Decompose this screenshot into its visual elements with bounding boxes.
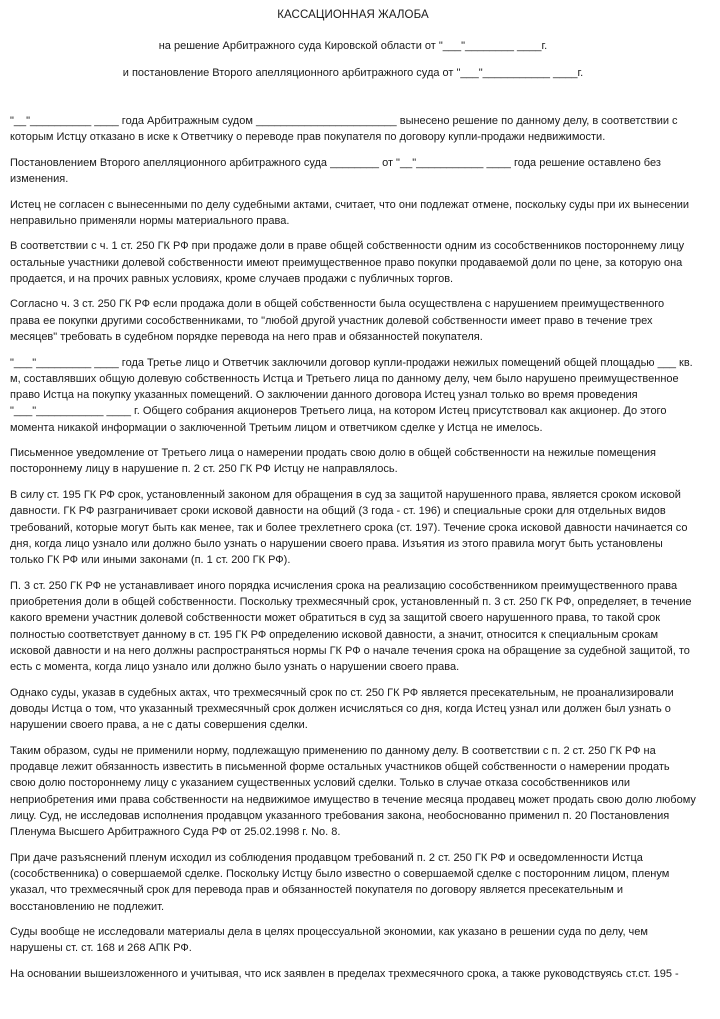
paragraph-limitation-period: В силу ст. 195 ГК РФ срок, установленный законом для обращения в суд за защитой нарушенного права, является сроком исковой давности. ГК РФ разграничивает сроки исковой давности на общий (3 года - ст. 196) и специальные сроки для отдельных видов требований, которые могут быть как менее, так и более трехлетнего срока (ст. 197). Течение срока исковой давности начинается со дня, когда лицо узнало или должно было узнать о нарушении своего права. Изъятия из этого правила могут быть установлены только ГК РФ или иными законами (п. 1 ст. 200 ГК РФ). [10, 488, 688, 567]
document-subtitle-decision: на решение Арбитражного суда Кировской области от "___"________ ____г. [158, 40, 548, 52]
paragraph-decision: "__"__________ ____ года Арбитражным судом _______________________ вынесено решение по данному делу, в соответствии с которым Истцу отказано в иске к Ответчику о переводе прав покупателя по договору купли-продажи недвижимости. [10, 115, 678, 144]
paragraph-article-250-part-3: Согласно ч. 3 ст. 250 ГК РФ если продажа доли в общей собственности была осуществлена с нарушением преимущественного права ее покупки другими сособственниками, то "любой другой участник долевой собственности имеет право в течение трех месяцев" требовать в судебном порядке перевода на него прав и обязанностей покупателя. [10, 298, 665, 344]
paragraph-courts-analysis: Однако суды, указав в судебных актах, что трехмесячный срок по ст. 250 ГК РФ является пресекательным, не проанализировали доводы Истца о том, что указанный трехмесячный срок должен исчисляться со дня, когда Истец узнал или должен был узнать о нарушении своего права, а не с даты совершения сделки. [10, 686, 674, 732]
paragraph-appeal-resolution: Постановлением Второго апелляционного арбитражного суда ________ от "__"___________ ____ года решение оставлено без изменения. [10, 156, 661, 186]
paragraph-special-period: П. 3 ст. 250 ГК РФ не устанавливает иного порядка исчисления срока на реализацию сособственником преимущественного права приобретения доли в общей собственности. Поскольку трехмесячный срок, установленный п. 3 ст. 250 ГК РФ, определяет, в течение какого времени участник долевой собственности может обратиться в суд за защитой своего нарушенного права, то такой срок полностью соответствует данному в ст. 195 ГК РФ определению исковой давности, а значит, относится к специальным срокам исковой давности и на него должны распространяться нормы ГК РФ о начале течения срока на обращение за судебной защитой, то есть с момента, когда лицо узнало или должно было узнать о нарушении своего права. [10, 579, 692, 674]
paragraph-sale-contract: "___"_________ ____ года Третье лицо и Ответчик заключили договор купли-продажи нежилых помещений общей площадью ___ кв. м, составлявших общую долевую собственность Истца и Третьего лица по данному делу, чем было нарушено преимущественное право Истца на покупку указанных помещений. О заключении данного договора Истец узнал только во время проведения "___"___________ ____ г. Общего собрания акционеров Третьего лица, на котором Истец присутствовал как акционер. До этого момента никакой информации о заключенной Третьим лицом и ответчиком сделке у Истца не имелось. [10, 356, 693, 434]
paragraph-article-250-part-1: В соответствии с ч. 1 ст. 250 ГК РФ при продаже доли в праве общей собственности одним из сособственников постороннему лицу остальные участники долевой собственности имеют преимущественное право покупки продаваемой доли по цене, за которую она продается, и на прочих равных условиях, кроме случаев продажи с публичных торгов. [10, 240, 685, 285]
paragraph-plenum-explanation: При даче разъяснений пленум исходил из соблюдения продавцом требований п. 2 ст. 250 ГК РФ и осведомленности Истца (сособственника) о совершаемой сделке. Поскольку Истцу было известно о совершаемой сделке с посторонним лицом, пленум указал, что трехмесячный срок для перевода прав и обязанностей покупателя по договору является пресекательным и восстановлению не подлежит. [10, 851, 670, 913]
document-subtitle-resolution: и постановление Второго апелляционного арбитражного суда от "___"___________ ____г. [122, 67, 584, 79]
paragraph-disagreement: Истец не согласен с вынесенными по делу судебными актами, считает, что они подлежат отмене, поскольку суды при их вынесении неправильно применяли нормы материального права. [10, 198, 690, 227]
document-title: КАССАЦИОННАЯ ЖАЛОБА [277, 9, 429, 21]
paragraph-procedural-violation: Суды вообще не исследовали материалы дела в целях процессуальной экономии, как указано в решении суда по делу, чем нарушены ст. ст. 168 и 268 АПК РФ. [10, 926, 648, 955]
paragraph-norm-not-applied: Таким образом, суды не применили норму, подлежащую применению по данному делу. В соответствии с п. 2 ст. 250 ГК РФ на продавце лежит обязанность известить в письменной форме остальных участников общей собственности о намерении продать свою долю постороннему лицу с указанием существенных условий сделки. Только в случае отказа сособственников или неприобретения ими права собственности на недвижимое имущество в течение месяца продавец может продать свою долю любому лицу. Суд, не исследовав исполнения продавцом указанного требования закона, необоснованно применил п. 20 Постановления Пленума Высшего Арбитражного Суда РФ от 25.02.1998 г. No. 8. [10, 744, 696, 839]
paragraph-notification: Письменное уведомление от Третьего лица о намерении продать свою долю в общей собственности на нежилые помещения постороннему лицу в нарушение п. 2 ст. 250 ГК РФ Истцу не направлялось. [10, 447, 656, 476]
paragraph-conclusion: На основании вышеизложенного и учитывая, что иск заявлен в пределах трехмесячного срока, а также руководствуясь ст.ст. 195 - [10, 967, 679, 980]
